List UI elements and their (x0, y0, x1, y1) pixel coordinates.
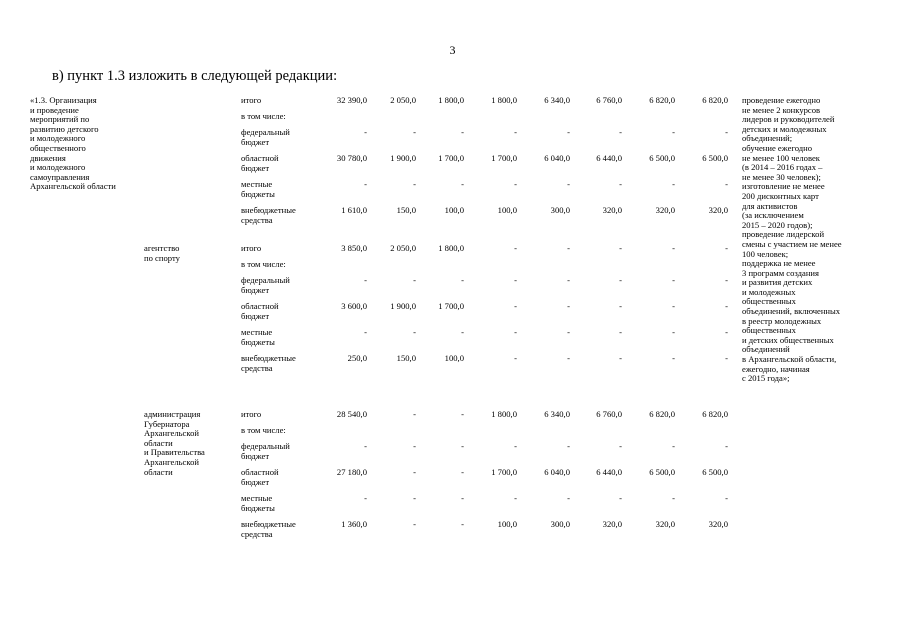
funding-value: 100,0 (444, 353, 464, 363)
funding-value: - (413, 409, 416, 419)
funding-value: - (619, 493, 622, 503)
funding-value: 1 800,0 (438, 243, 464, 253)
funding-value: - (672, 243, 675, 253)
funding-value: 1 360,0 (341, 519, 367, 529)
row-label: областной бюджет (241, 467, 279, 487)
funding-value: 32 390,0 (336, 95, 367, 105)
row-label: местные бюджеты (241, 327, 275, 347)
funding-value: 27 180,0 (336, 467, 367, 477)
funding-value: 6 500,0 (649, 467, 675, 477)
amendment-heading: в) пункт 1.3 изложить в следующей редакции: (52, 68, 338, 84)
funding-value: - (619, 127, 622, 137)
funding-value: - (619, 275, 622, 285)
funding-value: - (672, 127, 675, 137)
funding-value: - (619, 441, 622, 451)
funding-value: - (461, 441, 464, 451)
funding-value: - (461, 519, 464, 529)
funding-value: - (567, 179, 570, 189)
funding-value: - (413, 127, 416, 137)
row-label: в том числе: (241, 425, 286, 435)
funding-value: - (567, 493, 570, 503)
funding-value: 320,0 (708, 519, 728, 529)
funding-value: 6 760,0 (596, 95, 622, 105)
funding-value: 3 600,0 (341, 301, 367, 311)
funding-value: - (514, 353, 517, 363)
funding-value: - (364, 179, 367, 189)
funding-value: - (514, 275, 517, 285)
funding-value: - (725, 353, 728, 363)
funding-value: - (672, 441, 675, 451)
row-label: внебюджетные средства (241, 353, 296, 373)
funding-value: - (364, 127, 367, 137)
funding-value: - (514, 441, 517, 451)
funding-value: - (619, 353, 622, 363)
funding-value: - (413, 179, 416, 189)
funding-value: - (364, 493, 367, 503)
funding-value: - (725, 327, 728, 337)
funding-value: - (672, 301, 675, 311)
funding-value: 1 900,0 (390, 301, 416, 311)
row-label: областной бюджет (241, 153, 279, 173)
funding-value: - (725, 301, 728, 311)
funding-value: 6 040,0 (544, 467, 570, 477)
funding-value: 6 040,0 (544, 153, 570, 163)
funding-value: 250,0 (347, 353, 367, 363)
row-label: итого (241, 95, 262, 105)
funding-value: - (567, 243, 570, 253)
funding-value: - (672, 327, 675, 337)
row-label: внебюджетные средства (241, 205, 296, 225)
funding-value: 30 780,0 (336, 153, 367, 163)
funding-value: - (567, 301, 570, 311)
funding-value: - (461, 127, 464, 137)
funding-value: - (725, 275, 728, 285)
page-number: 3 (449, 43, 456, 57)
funding-value: - (619, 301, 622, 311)
funding-value: 1 700,0 (491, 153, 517, 163)
funding-value: - (461, 493, 464, 503)
funding-value: 1 700,0 (491, 467, 517, 477)
funding-value: 1 610,0 (341, 205, 367, 215)
funding-value: - (567, 441, 570, 451)
funding-value: - (413, 493, 416, 503)
funding-value: - (725, 179, 728, 189)
funding-value: - (514, 327, 517, 337)
funding-value: 1 700,0 (438, 301, 464, 311)
funding-value: - (461, 179, 464, 189)
row-label: итого (241, 243, 262, 253)
funding-value: 6 820,0 (649, 409, 675, 419)
task-name: «1.3. Организация и проведение мероприятий по развитию детского и молодежного общественного движения и молодежного самоуправления Архангельской области (30, 95, 116, 192)
funding-value: - (725, 243, 728, 253)
funding-value: 2 050,0 (390, 95, 416, 105)
funding-value: 6 820,0 (702, 95, 728, 105)
row-label: местные бюджеты (241, 179, 275, 199)
funding-value: 3 850,0 (341, 243, 367, 253)
funding-value: - (364, 275, 367, 285)
funding-value: - (725, 127, 728, 137)
funding-value: 2 050,0 (390, 243, 416, 253)
funding-value: - (413, 275, 416, 285)
funding-value: 1 800,0 (491, 95, 517, 105)
funding-value: 1 800,0 (491, 409, 517, 419)
funding-value: - (364, 441, 367, 451)
row-label: в том числе: (241, 111, 286, 121)
funding-value: 300,0 (550, 205, 570, 215)
funding-value: - (619, 243, 622, 253)
funding-value: - (672, 179, 675, 189)
funding-value: - (567, 353, 570, 363)
funding-value: 6 820,0 (702, 409, 728, 419)
row-label: в том числе: (241, 259, 286, 269)
funding-value: 320,0 (602, 205, 622, 215)
funding-value: 28 540,0 (336, 409, 367, 419)
funding-value: 320,0 (602, 519, 622, 529)
funding-value: 6 760,0 (596, 409, 622, 419)
row-label: итого (241, 409, 262, 419)
funding-value: 150,0 (396, 353, 416, 363)
funding-value: - (672, 275, 675, 285)
funding-value: - (514, 127, 517, 137)
funding-value: 6 820,0 (649, 95, 675, 105)
funding-value: - (514, 301, 517, 311)
funding-value: - (619, 327, 622, 337)
funding-value: - (413, 467, 416, 477)
funding-value: 6 500,0 (649, 153, 675, 163)
funding-value: 100,0 (497, 519, 517, 529)
funding-value: - (725, 493, 728, 503)
funding-value: - (725, 441, 728, 451)
funding-value: - (461, 275, 464, 285)
funding-value: - (413, 519, 416, 529)
funding-value: 6 440,0 (596, 467, 622, 477)
funding-value: 6 340,0 (544, 95, 570, 105)
funding-value: - (461, 327, 464, 337)
funding-value: - (672, 493, 675, 503)
funding-value: 1 800,0 (438, 95, 464, 105)
row-label: местные бюджеты (241, 493, 275, 513)
funding-value: 6 500,0 (702, 467, 728, 477)
funding-value: - (461, 409, 464, 419)
funding-value: - (514, 243, 517, 253)
funding-value: - (514, 179, 517, 189)
funding-value: 6 340,0 (544, 409, 570, 419)
funding-value: - (364, 327, 367, 337)
row-label: внебюджетные средства (241, 519, 296, 539)
funding-value: 6 500,0 (702, 153, 728, 163)
funding-value: 100,0 (444, 205, 464, 215)
expected-result: проведение ежегодно не менее 2 конкурсов лидеров и руководителей детских и молодежных объединений; обучение ежегодно не менее 100 человек (в 2014 – 2016 годах – не менее 30 человек); изготовление не менее 200 дисконтных карт для активистов (за исключением 2015 – 2020 годов); проведение лидерской смены с участием не менее 100 человек; поддержка не менее 3 программ создания и развития детских и молодежных общественных объединений, включенных в реестр молодежных общественных и детских общественных объединений в Архангельской области, ежегодно, начиная с 2015 года»; (742, 95, 842, 384)
funding-value: 6 440,0 (596, 153, 622, 163)
funding-value: - (567, 127, 570, 137)
funding-value: - (461, 467, 464, 477)
funding-value: - (619, 179, 622, 189)
funding-value: 1 700,0 (438, 153, 464, 163)
funding-value: - (514, 493, 517, 503)
funding-value: 1 900,0 (390, 153, 416, 163)
row-label: областной бюджет (241, 301, 279, 321)
funding-value: - (413, 441, 416, 451)
row-label: федеральный бюджет (241, 275, 290, 295)
executor-name: агентство по спорту (144, 243, 180, 263)
funding-value: 300,0 (550, 519, 570, 529)
funding-value: - (672, 353, 675, 363)
executor-name: администрация Губернатора Архангельской области и Правительства Архангельской области (144, 409, 205, 477)
row-label: федеральный бюджет (241, 127, 290, 147)
funding-value: - (413, 327, 416, 337)
funding-value: 100,0 (497, 205, 517, 215)
funding-value: 320,0 (708, 205, 728, 215)
funding-value: 320,0 (655, 205, 675, 215)
funding-value: - (567, 275, 570, 285)
row-label: федеральный бюджет (241, 441, 290, 461)
funding-value: 320,0 (655, 519, 675, 529)
funding-value: - (567, 327, 570, 337)
funding-value: 150,0 (396, 205, 416, 215)
